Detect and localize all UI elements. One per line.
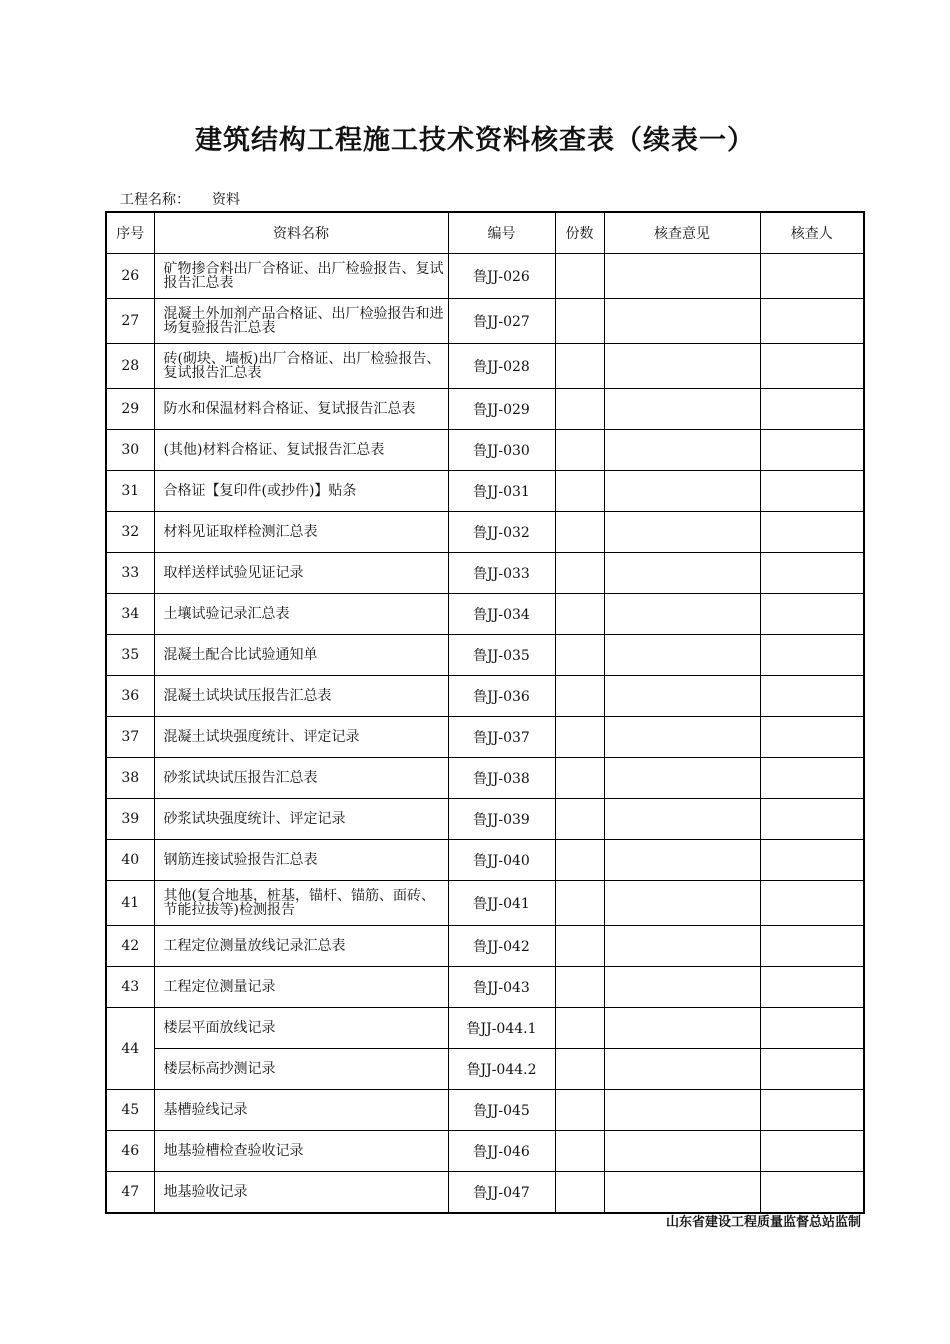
row-copies[interactable] [555, 758, 604, 799]
project-name-label: 工程名称： [120, 192, 190, 208]
row-seq: 45 [106, 1090, 154, 1131]
table-row [106, 553, 864, 594]
row-name: 防水和保温材料合格证、复试报告汇总表 [154, 389, 448, 430]
row-copies[interactable] [555, 299, 604, 344]
row-name: 混凝土试块试压报告汇总表 [154, 676, 448, 717]
row-copies[interactable] [555, 1090, 604, 1131]
project-name-value: 资料 [212, 192, 240, 208]
row-copies[interactable] [555, 717, 604, 758]
row-seq: 28 [106, 344, 154, 389]
check-table [105, 211, 865, 1214]
row-name: 工程定位测量记录 [154, 967, 448, 1008]
table-row [106, 881, 864, 926]
row-name: 楼层标高抄测记录 [154, 1049, 448, 1090]
row-code: 鲁JJ-042 [448, 926, 555, 967]
row-opinion[interactable] [604, 1131, 760, 1172]
row-seq: 37 [106, 717, 154, 758]
row-checker[interactable] [760, 254, 864, 299]
row-name: 地基验槽检查验收记录 [154, 1131, 448, 1172]
row-code: 鲁JJ-037 [448, 717, 555, 758]
row-code: 鲁JJ-031 [448, 471, 555, 512]
row-code: 鲁JJ-041 [448, 881, 555, 926]
document-title: 建筑结构工程施工技术资料核查表（续表一） [195, 125, 755, 156]
row-name: 土壤试验记录汇总表 [154, 594, 448, 635]
row-checker[interactable] [760, 717, 864, 758]
row-copies[interactable] [555, 676, 604, 717]
row-checker[interactable] [760, 1131, 864, 1172]
row-copies[interactable] [555, 635, 604, 676]
row-code: 鲁JJ-033 [448, 553, 555, 594]
row-name: 砖(砌块、墙板)出厂合格证、出厂检验报告、复试报告汇总表 [154, 344, 448, 389]
table-row [106, 676, 864, 717]
table-row [106, 344, 864, 389]
row-opinion[interactable] [604, 254, 760, 299]
row-checker[interactable] [760, 926, 864, 967]
row-copies[interactable] [555, 430, 604, 471]
row-opinion[interactable] [604, 926, 760, 967]
row-seq: 46 [106, 1131, 154, 1172]
table-row [106, 967, 864, 1008]
table-row [106, 799, 864, 840]
row-name: (其他)材料合格证、复试报告汇总表 [154, 430, 448, 471]
row-seq: 47 [106, 1172, 154, 1214]
row-checker[interactable] [760, 594, 864, 635]
row-code: 鲁JJ-044.1 [448, 1008, 555, 1049]
row-seq: 31 [106, 471, 154, 512]
row-code: 鲁JJ-038 [448, 758, 555, 799]
row-checker[interactable] [760, 881, 864, 926]
row-checker[interactable] [760, 967, 864, 1008]
table-row [106, 594, 864, 635]
table-row [106, 926, 864, 967]
row-copies[interactable] [555, 1049, 604, 1090]
row-checker[interactable] [760, 1172, 864, 1214]
row-checker[interactable] [760, 840, 864, 881]
table-row [106, 635, 864, 676]
row-seq: 32 [106, 512, 154, 553]
col-header-opinion: 核查意见 [604, 212, 760, 254]
table-row [106, 1172, 864, 1214]
row-opinion[interactable] [604, 1090, 760, 1131]
col-header-checker: 核查人 [760, 212, 864, 254]
row-checker[interactable] [760, 430, 864, 471]
row-opinion[interactable] [604, 430, 760, 471]
row-seq: 42 [106, 926, 154, 967]
row-code: 鲁JJ-040 [448, 840, 555, 881]
row-seq: 43 [106, 967, 154, 1008]
row-copies[interactable] [555, 1172, 604, 1214]
row-seq: 26 [106, 254, 154, 299]
row-seq: 36 [106, 676, 154, 717]
row-name: 砂浆试块强度统计、评定记录 [154, 799, 448, 840]
row-checker[interactable] [760, 553, 864, 594]
table-row [106, 389, 864, 430]
row-opinion[interactable] [604, 635, 760, 676]
row-code: 鲁JJ-047 [448, 1172, 555, 1214]
row-copies[interactable] [555, 926, 604, 967]
row-name: 楼层平面放线记录 [154, 1008, 448, 1049]
row-seq: 41 [106, 881, 154, 926]
col-header-code: 编号 [448, 212, 555, 254]
row-code: 鲁JJ-028 [448, 344, 555, 389]
row-opinion[interactable] [604, 553, 760, 594]
row-opinion[interactable] [604, 967, 760, 1008]
row-opinion[interactable] [604, 799, 760, 840]
row-checker[interactable] [760, 512, 864, 553]
row-checker[interactable] [760, 635, 864, 676]
row-copies[interactable] [555, 344, 604, 389]
row-name: 矿物掺合料出厂合格证、出厂检验报告、复试报告汇总表 [154, 254, 448, 299]
row-code: 鲁JJ-027 [448, 299, 555, 344]
table-row [106, 840, 864, 881]
table-row [106, 1090, 864, 1131]
table-row [106, 471, 864, 512]
issuer-footer: 山东省建设工程质量监督总站监制 [665, 1215, 861, 1230]
row-seq: 30 [106, 430, 154, 471]
col-header-copies: 份数 [555, 212, 604, 254]
row-name: 钢筋连接试验报告汇总表 [154, 840, 448, 881]
row-name: 基槽验线记录 [154, 1090, 448, 1131]
row-copies[interactable] [555, 553, 604, 594]
row-opinion[interactable] [604, 594, 760, 635]
table-row [106, 512, 864, 553]
table-row [106, 299, 864, 344]
row-opinion[interactable] [604, 471, 760, 512]
row-name: 混凝土配合比试验通知单 [154, 635, 448, 676]
row-opinion[interactable] [604, 1172, 760, 1214]
row-copies[interactable] [555, 254, 604, 299]
row-copies[interactable] [555, 594, 604, 635]
row-checker[interactable] [760, 758, 864, 799]
table-row [106, 717, 864, 758]
row-code: 鲁JJ-030 [448, 430, 555, 471]
row-copies[interactable] [555, 799, 604, 840]
row-name: 混凝土外加剂产品合格证、出厂检验报告和进场复验报告汇总表 [154, 299, 448, 344]
row-opinion[interactable] [604, 676, 760, 717]
row-copies[interactable] [555, 471, 604, 512]
table-row [106, 1049, 864, 1090]
row-checker[interactable] [760, 1090, 864, 1131]
row-code: 鲁JJ-043 [448, 967, 555, 1008]
row-copies[interactable] [555, 512, 604, 553]
row-opinion[interactable] [604, 717, 760, 758]
row-checker[interactable] [760, 676, 864, 717]
row-opinion[interactable] [604, 344, 760, 389]
row-code: 鲁JJ-034 [448, 594, 555, 635]
row-checker[interactable] [760, 1008, 864, 1049]
project-name-line [120, 189, 240, 209]
row-name: 地基验收记录 [154, 1172, 448, 1214]
col-header-name: 资料名称 [154, 212, 448, 254]
row-name: 其他(复合地基，桩基，锚杆、锚筋、面砖、节能拉拔等)检测报告 [154, 881, 448, 926]
row-opinion[interactable] [604, 758, 760, 799]
row-seq: 40 [106, 840, 154, 881]
row-seq: 38 [106, 758, 154, 799]
row-seq: 44 [106, 1008, 154, 1090]
row-code: 鲁JJ-039 [448, 799, 555, 840]
row-seq: 39 [106, 799, 154, 840]
row-code: 鲁JJ-044.2 [448, 1049, 555, 1090]
row-name: 材料见证取样检测汇总表 [154, 512, 448, 553]
row-name: 取样送样试验见证记录 [154, 553, 448, 594]
row-opinion[interactable] [604, 840, 760, 881]
row-code: 鲁JJ-029 [448, 389, 555, 430]
table-header-row [106, 212, 864, 254]
row-checker[interactable] [760, 389, 864, 430]
row-seq: 27 [106, 299, 154, 344]
row-checker[interactable] [760, 1049, 864, 1090]
row-code: 鲁JJ-035 [448, 635, 555, 676]
row-copies[interactable] [555, 1131, 604, 1172]
row-copies[interactable] [555, 1008, 604, 1049]
row-code: 鲁JJ-026 [448, 254, 555, 299]
row-name: 砂浆试块试压报告汇总表 [154, 758, 448, 799]
row-opinion[interactable] [604, 389, 760, 430]
table-row [106, 430, 864, 471]
row-code: 鲁JJ-045 [448, 1090, 555, 1131]
table-row [106, 254, 864, 299]
row-copies[interactable] [555, 840, 604, 881]
row-checker[interactable] [760, 344, 864, 389]
row-opinion[interactable] [604, 1008, 760, 1049]
row-opinion[interactable] [604, 1049, 760, 1090]
table-row [106, 1008, 864, 1049]
row-code: 鲁JJ-036 [448, 676, 555, 717]
row-copies[interactable] [555, 881, 604, 926]
row-opinion[interactable] [604, 512, 760, 553]
table-row [106, 758, 864, 799]
col-header-seq: 序号 [106, 212, 154, 254]
row-code: 鲁JJ-032 [448, 512, 555, 553]
table-row [106, 1131, 864, 1172]
row-opinion[interactable] [604, 881, 760, 926]
row-checker[interactable] [760, 299, 864, 344]
row-code: 鲁JJ-046 [448, 1131, 555, 1172]
row-copies[interactable] [555, 967, 604, 1008]
row-seq: 33 [106, 553, 154, 594]
row-name: 合格证【复印件(或抄件)】贴条 [154, 471, 448, 512]
row-copies[interactable] [555, 389, 604, 430]
row-checker[interactable] [760, 471, 864, 512]
row-seq: 29 [106, 389, 154, 430]
row-name: 混凝土试块强度统计、评定记录 [154, 717, 448, 758]
row-checker[interactable] [760, 799, 864, 840]
row-opinion[interactable] [604, 299, 760, 344]
row-seq: 34 [106, 594, 154, 635]
row-name: 工程定位测量放线记录汇总表 [154, 926, 448, 967]
row-seq: 35 [106, 635, 154, 676]
